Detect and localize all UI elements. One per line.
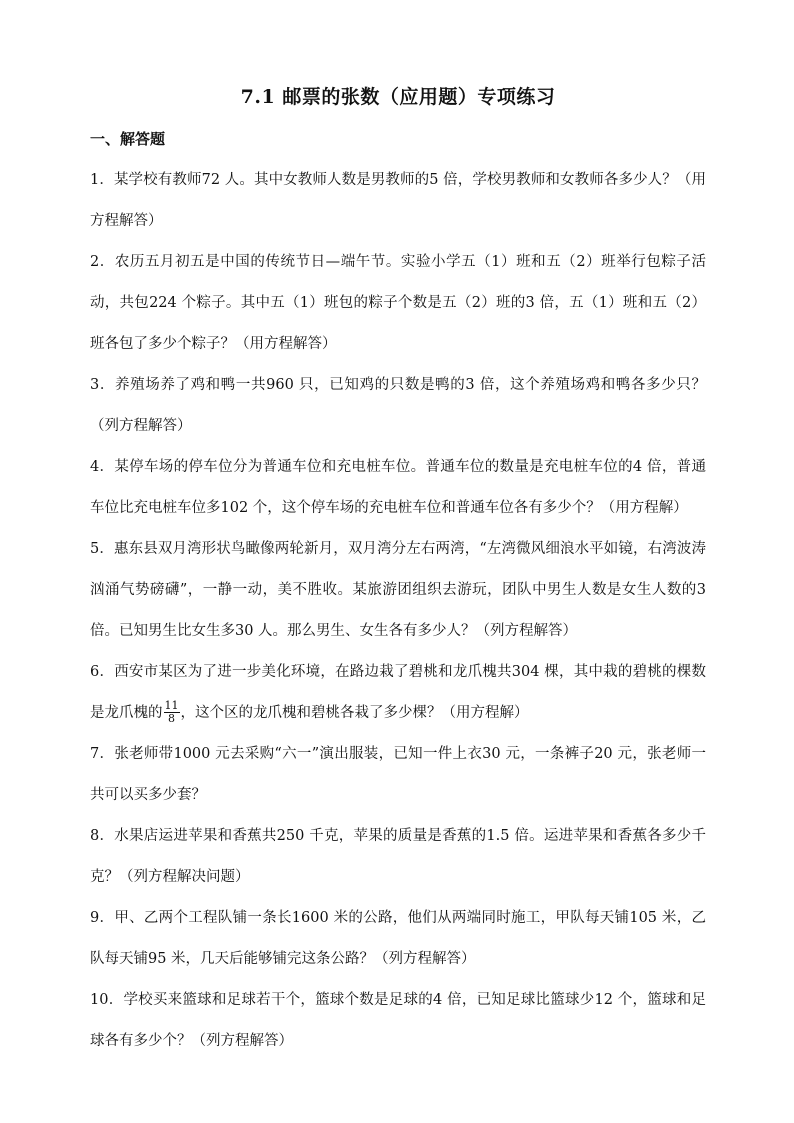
- question-text: 张老师带1000 元去采购“六一”演出服装，已知一件上衣30 元，一条裤子20 元，张老师一共可以买多少套？: [90, 746, 706, 803]
- question-number: 3．: [90, 377, 115, 393]
- question-number: 7．: [90, 746, 115, 762]
- question-text: 甲、乙两个工程队铺一条长1600 米的公路，他们从两端同时施工，甲队每天铺105 米，乙队每天铺95 米，几天后能够铺完这条公路？（列方程解答）: [90, 910, 706, 967]
- question-9: [90, 898, 706, 980]
- question-number: 4．: [90, 459, 115, 475]
- question-text: 某学校有教师72 人。其中女教师人数是男教师的5 倍，学校男教师和女教师各多少人？（用方程解答）: [90, 172, 706, 229]
- fraction-denominator: 8: [168, 711, 175, 725]
- question-8: [90, 816, 706, 898]
- question-number: 8．: [90, 828, 115, 844]
- question-text-before: 西安市某区为了进一步美化环境，在路边栽了碧桃和龙爪槐共304 棵，其中栽的碧桃的棵数是龙爪槐的: [90, 664, 706, 721]
- question-4: [90, 447, 706, 529]
- question-number: 5．: [90, 541, 114, 557]
- fraction: [164, 700, 180, 725]
- section-heading: 一、解答题: [90, 130, 166, 148]
- question-3: [90, 365, 706, 447]
- question-10: [90, 980, 706, 1062]
- question-number: 6．: [90, 664, 115, 680]
- question-number: 9．: [90, 910, 115, 926]
- question-5: [90, 529, 706, 652]
- question-number: 10．: [90, 992, 124, 1008]
- question-text-after: ，这个区的龙爪槐和碧桃各栽了多少棵？（用方程解）: [180, 705, 529, 721]
- question-number: 2．: [90, 254, 115, 270]
- question-text: 农历五月初五是中国的传统节日—端午节。实验小学五（1）班和五（2）班举行包粽子活动，共包224 个粽子。其中五（1）班包的粽子个数是五（2）班的3 倍，五（1）班和五（2）班各包了多少个粽子？（用方程解答）: [90, 254, 706, 352]
- question-text: 水果店运进苹果和香蕉共250 千克，苹果的质量是香蕉的1.5 倍。运进苹果和香蕉各多少千克？（列方程解决问题）: [90, 828, 707, 885]
- question-1: [90, 160, 706, 242]
- page-title: 7.1 邮票的张数（应用题）专项练习: [240, 86, 556, 108]
- fraction-numerator: 11: [164, 698, 179, 712]
- question-text: 学校买来篮球和足球若干个，篮球个数是足球的4 倍，已知足球比篮球少12 个，篮球和足球各有多少个？（列方程解答）: [90, 992, 706, 1049]
- question-text: 养殖场养了鸡和鸭一共960 只，已知鸡的只数是鸭的3 倍，这个养殖场鸡和鸭各多少只？（列方程解答）: [90, 377, 706, 434]
- question-text: 某停车场的停车位分为普通车位和充电桩车位。普通车位的数量是充电桩车位的4 倍，普通车位比充电桩车位多102 个，这个停车场的充电桩车位和普通车位各有多少个？（用方程解）: [90, 459, 706, 516]
- question-6: [90, 652, 706, 734]
- question-7: [90, 734, 706, 816]
- question-text: 惠东县双月湾形状鸟瞰像两轮新月，双月湾分左右两湾，“左湾微风细浪水平如镜，右湾波涛汹涌气势磅礴”，一静一动，美不胜收。某旅游团组织去游玩，团队中男生人数是女生人数的3倍。已知男生比女生多30 人。那么男生、女生各有多少人？（列方程解答）: [90, 541, 706, 639]
- question-2: [90, 242, 706, 365]
- question-number: 1．: [90, 172, 114, 188]
